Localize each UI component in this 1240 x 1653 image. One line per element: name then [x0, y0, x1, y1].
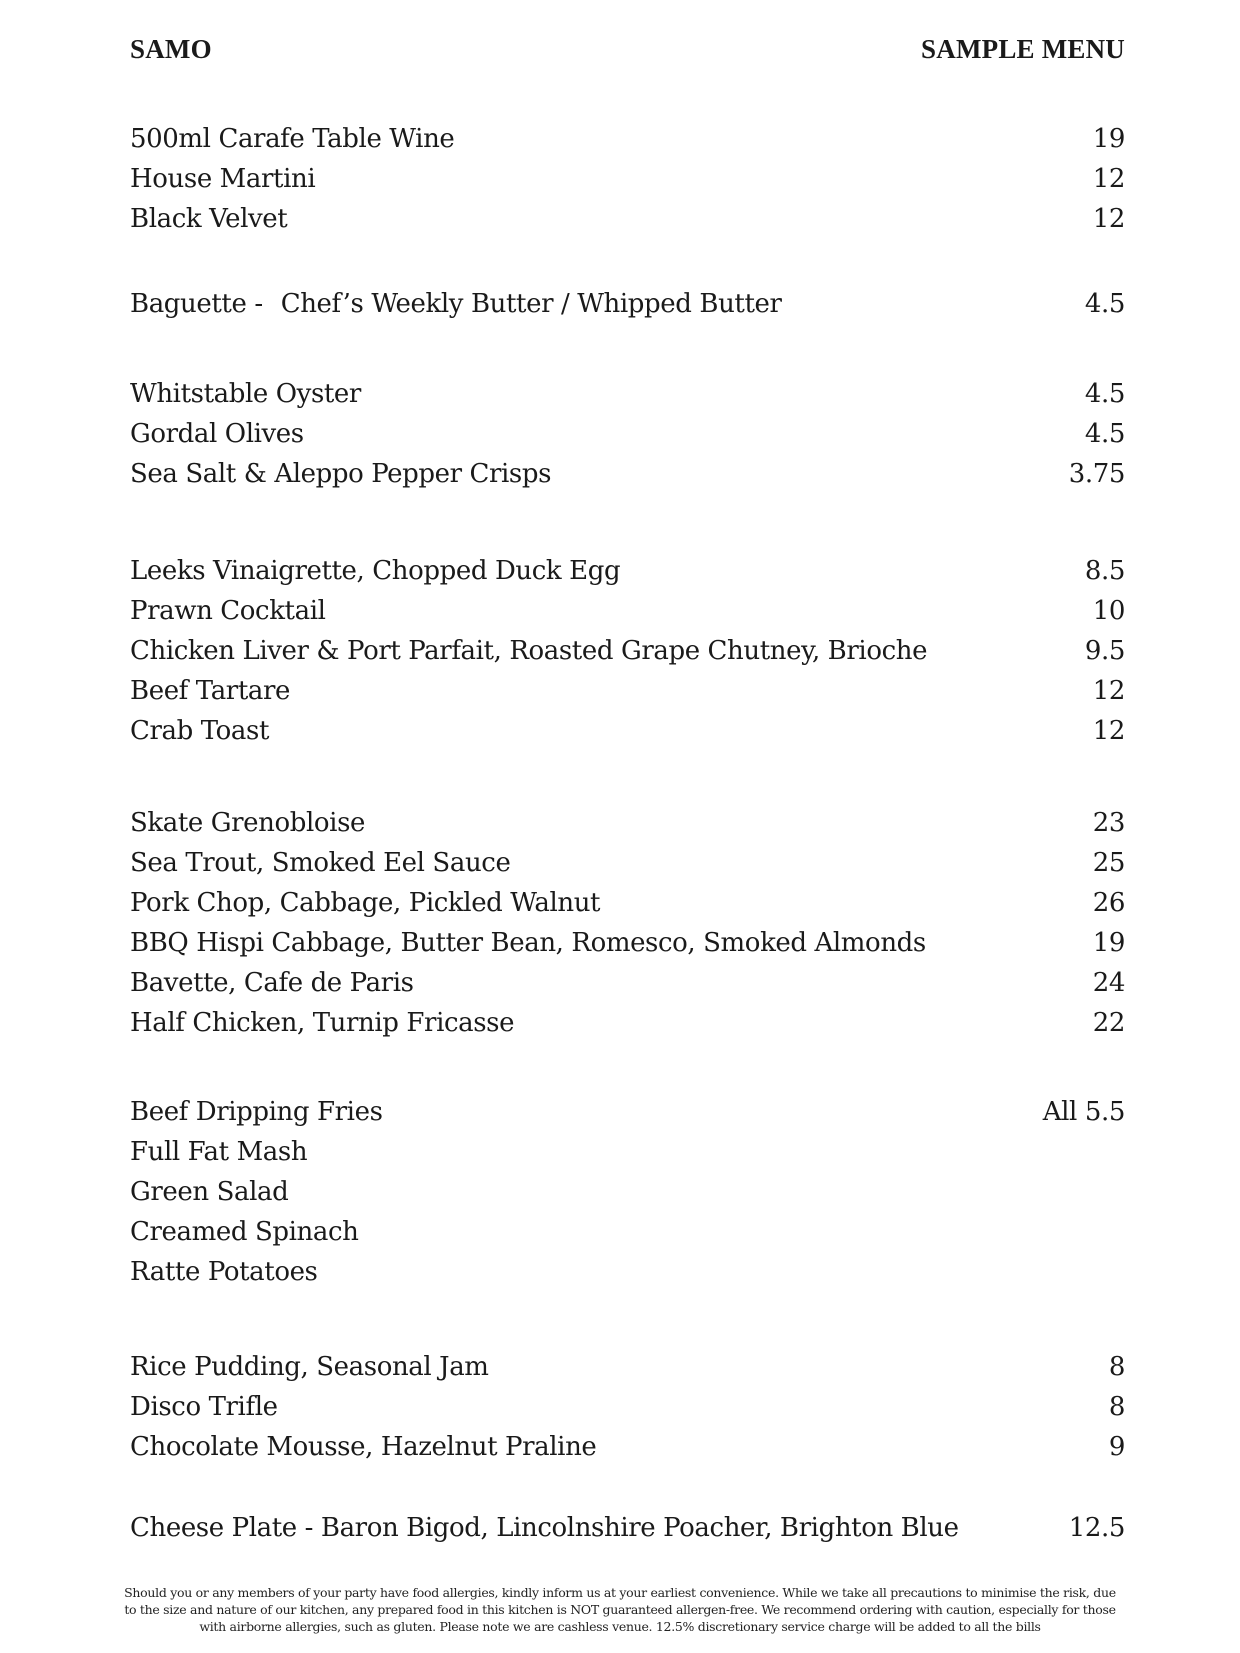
restaurant-name: SAMO — [130, 34, 212, 64]
menu-item — [130, 1387, 1125, 1427]
item-name: Skate Grenobloise — [130, 808, 366, 838]
item-name: Bavette, Cafe de Paris — [130, 968, 414, 998]
menu-item — [130, 1347, 1125, 1387]
item-price: 4.5 — [1084, 419, 1125, 449]
menu-item — [130, 1212, 1125, 1252]
menu-item — [130, 454, 1125, 494]
bread-section — [130, 284, 1125, 324]
item-name: Disco Trifle — [130, 1392, 278, 1422]
menu-item — [130, 923, 1125, 963]
item-name: Whitstable Oyster — [130, 379, 361, 409]
item-name: House Martini — [130, 164, 316, 194]
item-name: Black Velvet — [130, 204, 288, 234]
menu-item — [130, 1172, 1125, 1212]
item-price: 12.5 — [1068, 1513, 1125, 1543]
item-price: 19 — [1092, 928, 1125, 958]
snacks-section — [130, 374, 1125, 494]
item-name: Beef Tartare — [130, 676, 290, 706]
item-price: 3.75 — [1068, 459, 1125, 489]
item-name-group — [130, 284, 782, 324]
item-name: Sea Trout, Smoked Eel Sauce — [130, 848, 511, 878]
item-price: 4.5 — [1084, 289, 1125, 319]
notice-line: to the size and nature of our kitchen, any prepared food in this kitchen is NOT guaranteed allergen-free. We recommend ordering with caution, especially for those — [124, 1602, 1116, 1617]
item-name: Sea Salt & Aleppo Pepper Crisps — [130, 459, 552, 489]
menu-item — [130, 284, 1125, 324]
item-name: Prawn Cocktail — [130, 596, 326, 626]
item-name: Crab Toast — [130, 716, 270, 746]
menu-item — [130, 843, 1125, 883]
menu-item — [130, 1092, 1125, 1132]
menu-item — [130, 1003, 1125, 1043]
item-price: 22 — [1092, 1008, 1125, 1038]
mains-section — [130, 803, 1125, 1043]
item-price: 9 — [1108, 1432, 1125, 1462]
menu-item — [130, 803, 1125, 843]
drinks-section — [130, 119, 1125, 239]
item-price: 8 — [1108, 1392, 1125, 1422]
item-name: Rice Pudding, Seasonal Jam — [130, 1352, 489, 1382]
item-name: Cheese Plate - Baron Bigod, Lincolnshire Poacher, Brighton Blue — [130, 1513, 959, 1543]
menu-item — [130, 199, 1125, 239]
menu-item — [130, 119, 1125, 159]
cheese-section — [130, 1508, 1125, 1548]
item-name: Chicken Liver & Port Parfait, Roasted Grape Chutney, Brioche — [130, 636, 928, 666]
menu-item — [130, 1427, 1125, 1467]
menu-item — [130, 883, 1125, 923]
desserts-section — [130, 1347, 1125, 1467]
item-price: 12 — [1092, 716, 1125, 746]
notice-line: Should you or any members of your party have food allergies, kindly inform us at your earliest convenience. While we take all precautions to minimise the risk, due — [124, 1585, 1116, 1600]
menu-item — [130, 1252, 1125, 1292]
sides-price: All 5.5 — [1042, 1097, 1125, 1127]
item-name: Leeks Vinaigrette, Chopped Duck Egg — [130, 556, 621, 586]
allergy-notice — [118, 1584, 1122, 1635]
menu-item — [130, 963, 1125, 1003]
item-price: 25 — [1092, 848, 1125, 878]
item-name: Half Chicken, Turnip Fricasse — [130, 1008, 515, 1038]
item-price: 12 — [1092, 204, 1125, 234]
sides-section — [130, 1092, 1125, 1292]
item-name: Creamed Spinach — [130, 1217, 359, 1247]
item-name: Ratte Potatoes — [130, 1257, 318, 1287]
item-name: Full Fat Mash — [130, 1137, 308, 1167]
item-price: 24 — [1092, 968, 1125, 998]
menu-item — [130, 591, 1125, 631]
menu-header — [130, 34, 1125, 65]
menu-item — [130, 1508, 1125, 1548]
starters-section — [130, 551, 1125, 751]
menu-item — [130, 374, 1125, 414]
item-price: 10 — [1092, 596, 1125, 626]
menu-item — [130, 414, 1125, 454]
item-price: 12 — [1092, 164, 1125, 194]
item-price: 19 — [1092, 124, 1125, 154]
item-price: 12 — [1092, 676, 1125, 706]
item-price: 26 — [1092, 888, 1125, 918]
item-price: 4.5 — [1084, 379, 1125, 409]
menu-title: SAMPLE MENU — [921, 34, 1125, 64]
menu-item — [130, 711, 1125, 751]
menu-item — [130, 671, 1125, 711]
menu-item — [130, 631, 1125, 671]
menu-item — [130, 159, 1125, 199]
item-price: 8.5 — [1084, 556, 1125, 586]
item-name: Baguette - — [130, 289, 263, 319]
item-name: Green Salad — [130, 1177, 289, 1207]
menu-item — [130, 551, 1125, 591]
item-name: Pork Chop, Cabbage, Pickled Walnut — [130, 888, 601, 918]
item-name: BBQ Hispi Cabbage, Butter Bean, Romesco, Smoked Almonds — [130, 928, 926, 958]
menu-item — [130, 1132, 1125, 1172]
notice-line: with airborne allergies, such as gluten. Please note we are cashless venue. 12.5% discretionary service charge will be added to all the bills — [199, 1619, 1041, 1634]
item-name: Beef Dripping Fries — [130, 1097, 383, 1127]
item-name: 500ml Carafe Table Wine — [130, 124, 455, 154]
item-name: Gordal Olives — [130, 419, 304, 449]
item-name: Chocolate Mousse, Hazelnut Praline — [130, 1432, 597, 1462]
item-price: 8 — [1108, 1352, 1125, 1382]
item-detail: Chef’s Weekly Butter / Whipped Butter — [280, 289, 782, 319]
item-price: 9.5 — [1084, 636, 1125, 666]
item-price: 23 — [1092, 808, 1125, 838]
